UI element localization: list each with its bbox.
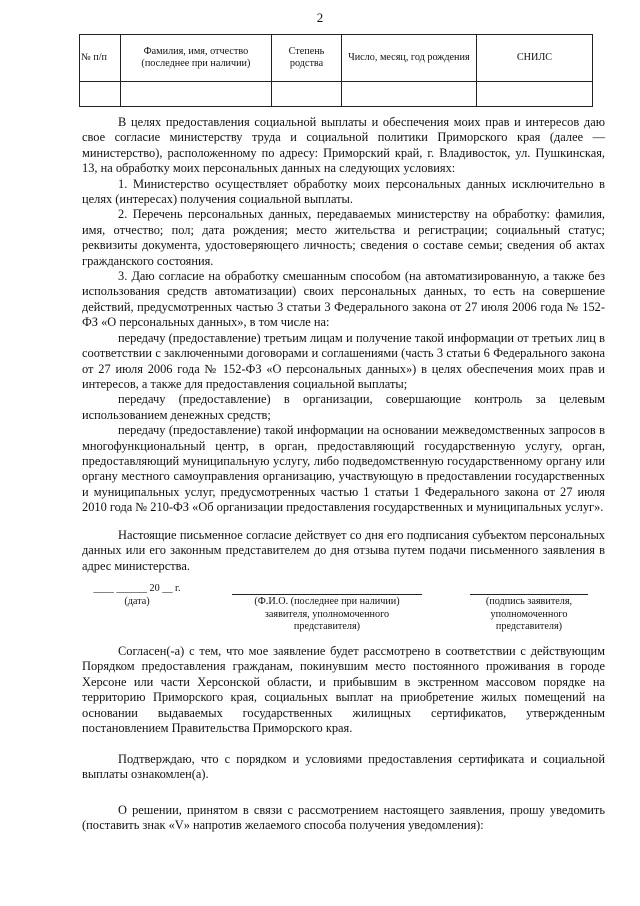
consent-validity	[82, 528, 605, 574]
table-cell[interactable]	[80, 82, 121, 107]
table-cell[interactable]	[120, 82, 272, 107]
signature-row	[82, 583, 605, 643]
consent-section	[82, 115, 605, 516]
signature-label: (подпись заявителя, уполномоченного представителя)	[485, 596, 573, 632]
consent-sub-1: передачу (предоставление) третьим лицам и получение такой информации от третьих лиц в соответствии с заключенными договорами и соглашениями (часть 3 статьи 6 Федерального закона от 27 июля 2006 года № 152-ФЗ «О персональных данных») в целях обеспечения моих прав и интересов, а также для предоставления социальной выплаты;	[82, 330, 605, 391]
consent-sub-3: передачу (предоставление) такой информации на основании межведомственных запросов в многофункциональный центр, в орган, предоставляющий государственную услугу, орган, предоставляющий муниципальную услугу, либо подведомственную государственному органу или органу местного самоуправления организацию, участвующую в предоставлении государственных и муниципальных услуг, предусмотренных частью 1 статьи 1 Федерального закона от 27 июля 2010 года № 210-ФЗ «Об организации предоставления государственных и муниципальных услуг».	[82, 423, 605, 515]
confirmation-section	[82, 752, 605, 783]
signature-field[interactable]	[470, 583, 588, 634]
col-full-name: Фамилия, имя, отчество (последнее при наличии)	[120, 35, 272, 82]
confirmation-text: Подтверждаю, что с порядком и условиями предоставления сертификата и социальной выплаты ознакомлен(а).	[82, 752, 605, 782]
fio-label: (Ф.И.О. (последнее при наличии) заявителя, уполномоченного представителя)	[254, 596, 400, 632]
consent-item-1: 1. Министерство осуществляет обработку моих персональных данных исключительно в целях (интересах) получения социальной выплаты.	[82, 176, 605, 207]
consent-sub-2: передачу (предоставление) в организации, совершающие контроль за целевым использованием денежных средств;	[82, 392, 605, 422]
table-header-row	[80, 35, 593, 82]
page-number: 2	[316, 10, 324, 25]
date-template: ____ ______ 20 __ г.	[93, 583, 181, 594]
family-members-table	[79, 34, 593, 107]
table-cell[interactable]	[341, 82, 476, 107]
consent-item-2: 2. Перечень персональных данных, передаваемых министерству на обработку: фамилия, имя, отчество; пол; дата рождения; место жительства и регистрации; социальный статус; реквизиты документа, удостоверяющего личность; сведения о составе семьи; сведения об актах гражданского состояния.	[82, 207, 605, 268]
consent-item-3: 3. Даю согласие на обработку смешанным способом (на автоматизированную, а также без использования средств автоматизации) своих персональных данных, то есть на совершение действий, предусмотренных частью 3 статьи 3 Федерального закона от 27 июля 2006 года № 152-ФЗ «О персональных данных», в том числе на:	[82, 269, 605, 330]
validity-text: Настоящие письменное согласие действует со дня его подписания субъектом персональных данных или его законным представителем до дня отзыва путем подачи письменного заявления в адрес министерства.	[82, 528, 605, 573]
agreement-text: Согласен(-а) с тем, что мое заявление будет рассмотрено в соответствии с действующим Порядком предоставления гражданам, покинувшим место постоянного проживания в городе Херсоне или части Херсонской области, и прибывшим в экстренном массовом порядке на территорию Приморского края, социальных выплат на приобретение жилых помещений на основании выдаваемых государственных жилищных сертификатов, утвержденным постановлением Правительства Приморского края.	[82, 644, 605, 736]
fio-field[interactable]	[232, 583, 422, 634]
notification-section	[82, 803, 605, 834]
table-row[interactable]	[80, 82, 593, 107]
notification-text: О решении, принятом в связи с рассмотрением настоящего заявления, прошу уведомить (поставить знак «V» напротив желаемого способа получения уведомления):	[82, 803, 605, 833]
date-field[interactable]	[82, 583, 192, 609]
signature-line	[470, 583, 588, 595]
fio-line	[232, 583, 422, 595]
table-cell[interactable]	[272, 82, 341, 107]
col-relation: Степень родства	[272, 35, 341, 82]
date-label: (дата)	[124, 596, 150, 607]
col-birthdate: Число, месяц, год рождения	[341, 35, 476, 82]
agreement-section	[82, 644, 605, 736]
consent-intro: В целях предоставления социальной выплаты и обеспечения моих прав и интересов даю свое согласие министерству труда и социальной политики Приморского края (далее — министерство), расположенному по адресу: Приморский край, г. Владивосток, ул. Пушкинская, 13, на обработку моих персональных данных на следующих условиях:	[82, 115, 605, 176]
col-snils: СНИЛС	[477, 35, 593, 82]
table-cell[interactable]	[477, 82, 593, 107]
col-number: № п/п	[80, 35, 121, 82]
